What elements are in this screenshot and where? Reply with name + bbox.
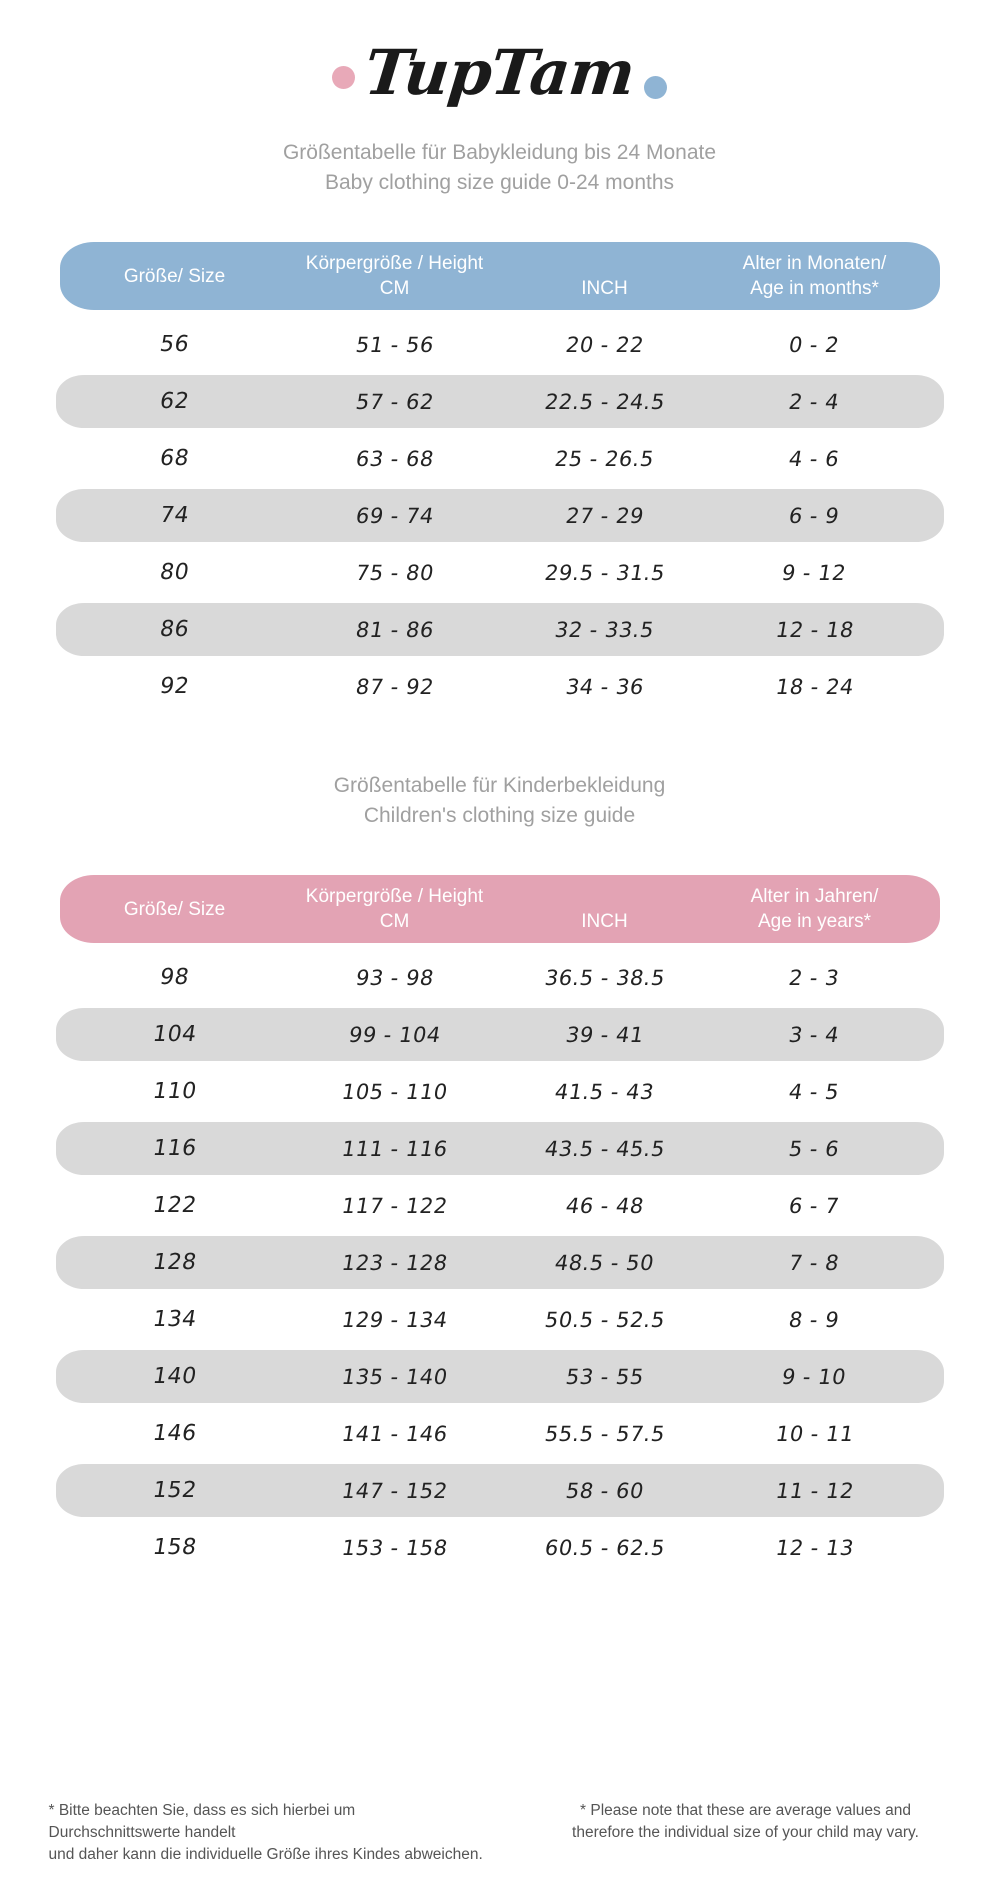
cell-size: 110 (150, 1079, 199, 1104)
cell-age: 9 - 10 (780, 1364, 849, 1389)
cell-cm: 147 - 152 (339, 1478, 450, 1503)
table-row (70, 1405, 930, 1462)
footnotes (0, 1800, 999, 1866)
kids-header-age-de: Alter in Jahren/ (750, 886, 879, 907)
kids-header-cm: CM (379, 911, 410, 932)
cell-cm: 81 - 86 (353, 617, 436, 642)
cell-age: 18 - 24 (773, 674, 856, 699)
baby-section-subtitle (0, 138, 999, 198)
table-row (70, 487, 930, 544)
cell-cm: 75 - 80 (353, 560, 436, 585)
table-row (70, 601, 930, 658)
cell-inch: 50.5 - 52.5 (542, 1307, 667, 1332)
baby-header-height-label: Körpergröße / Height (305, 253, 484, 274)
kids-header-size: Größe/ Size (123, 898, 226, 920)
cell-size: 104 (150, 1022, 199, 1047)
cell-inch: 60.5 - 62.5 (542, 1535, 667, 1560)
table-row (70, 430, 930, 487)
table-row (70, 544, 930, 601)
baby-size-table (70, 238, 930, 715)
cell-size: 56 (158, 332, 191, 357)
cell-inch: 32 - 33.5 (553, 617, 656, 642)
cell-cm: 123 - 128 (339, 1250, 450, 1275)
kids-section-subtitle (0, 771, 999, 831)
table-row (70, 1348, 930, 1405)
table-row (70, 1519, 930, 1576)
cell-age: 0 - 2 (787, 332, 842, 357)
cell-cm: 111 - 116 (339, 1136, 450, 1161)
cell-size: 158 (150, 1535, 199, 1560)
cell-age: 12 - 13 (773, 1535, 856, 1560)
baby-header-spacer (510, 251, 700, 276)
baby-subtitle-de: Größentabelle für Babykleidung bis 24 Monate (282, 141, 717, 164)
cell-cm: 105 - 110 (339, 1079, 450, 1104)
cell-size: 140 (150, 1364, 199, 1389)
size-guide-page (0, 30, 999, 1890)
kids-header-spacer (510, 884, 700, 909)
baby-header-size: Größe/ Size (123, 265, 226, 287)
cell-inch: 55.5 - 57.5 (542, 1421, 667, 1446)
cell-age: 5 - 6 (787, 1136, 842, 1161)
cell-age: 4 - 6 (787, 446, 842, 471)
brand-name: TupTam (361, 36, 638, 109)
cell-age: 11 - 12 (773, 1478, 856, 1503)
cell-age: 12 - 18 (773, 617, 856, 642)
cell-inch: 36.5 - 38.5 (542, 965, 667, 990)
kids-header-height-cm (280, 884, 510, 934)
table-row (70, 1120, 930, 1177)
kids-size-table (70, 871, 930, 1576)
footnote-de (19, 1800, 489, 1866)
cell-age: 10 - 11 (773, 1421, 856, 1446)
footnote-en-line1: * Please note that these are average values and (580, 1802, 911, 1819)
brand-logo (0, 30, 999, 116)
cell-age: 3 - 4 (787, 1022, 842, 1047)
cell-age: 2 - 4 (787, 389, 842, 414)
kids-subtitle-en: Children's clothing size guide (363, 804, 636, 827)
cell-size: 146 (150, 1421, 199, 1446)
cell-age: 4 - 5 (787, 1079, 842, 1104)
cell-age: 6 - 7 (787, 1193, 842, 1218)
cell-cm: 135 - 140 (339, 1364, 450, 1389)
cell-size: 62 (158, 389, 191, 414)
cell-inch: 39 - 41 (563, 1022, 646, 1047)
cell-inch: 29.5 - 31.5 (542, 560, 667, 585)
cell-cm: 99 - 104 (346, 1022, 443, 1047)
cell-inch: 43.5 - 45.5 (542, 1136, 667, 1161)
kids-header-height-inch (510, 884, 700, 934)
table-row (70, 373, 930, 430)
baby-subtitle-en: Baby clothing size guide 0-24 months (324, 171, 675, 194)
cell-cm: 129 - 134 (339, 1307, 450, 1332)
table-row (70, 1234, 930, 1291)
cell-cm: 69 - 74 (353, 503, 436, 528)
cell-age: 6 - 9 (787, 503, 842, 528)
cell-inch: 25 - 26.5 (553, 446, 656, 471)
cell-cm: 117 - 122 (339, 1193, 450, 1218)
table-row (70, 1177, 930, 1234)
cell-inch: 22.5 - 24.5 (542, 389, 667, 414)
cell-size: 68 (158, 446, 191, 471)
table-row (70, 316, 930, 373)
cell-inch: 34 - 36 (563, 674, 646, 699)
cell-age: 8 - 9 (787, 1307, 842, 1332)
table-row (70, 1006, 930, 1063)
logo-dot-left-icon (332, 66, 355, 89)
cell-size: 98 (158, 965, 191, 990)
footnote-en-line2: therefore the individual size of your child may vary. (572, 1824, 919, 1841)
footnote-en (511, 1800, 981, 1866)
kids-table-header (70, 871, 930, 947)
cell-cm: 141 - 146 (339, 1421, 450, 1446)
baby-header-cm: CM (379, 278, 410, 299)
cell-inch: 48.5 - 50 (553, 1250, 656, 1275)
cell-size: 134 (150, 1307, 199, 1332)
cell-size: 152 (150, 1478, 199, 1503)
cell-size: 92 (158, 674, 191, 699)
table-row (70, 1291, 930, 1348)
cell-inch: 41.5 - 43 (553, 1079, 656, 1104)
kids-header-inch: INCH (581, 911, 628, 932)
table-row (70, 1063, 930, 1120)
cell-age: 2 - 3 (787, 965, 842, 990)
baby-header-age (700, 251, 930, 301)
footnote-de-line2: und daher kann die individuelle Größe ihres Kindes abweichen. (48, 1846, 483, 1863)
cell-inch: 27 - 29 (563, 503, 646, 528)
cell-cm: 93 - 98 (353, 965, 436, 990)
kids-header-height-label: Körpergröße / Height (305, 886, 484, 907)
cell-size: 128 (150, 1250, 199, 1275)
kids-header-age-en: Age in years* (757, 911, 871, 932)
cell-inch: 20 - 22 (563, 332, 646, 357)
cell-size: 80 (158, 560, 191, 585)
cell-cm: 63 - 68 (353, 446, 436, 471)
cell-cm: 57 - 62 (353, 389, 436, 414)
baby-header-age-de: Alter in Monaten/ (742, 253, 887, 274)
logo-dot-right-icon (644, 76, 667, 99)
baby-header-height-cm (280, 251, 510, 301)
cell-inch: 46 - 48 (563, 1193, 646, 1218)
cell-inch: 53 - 55 (563, 1364, 646, 1389)
cell-cm: 87 - 92 (353, 674, 436, 699)
table-row (70, 658, 930, 715)
table-row (70, 1462, 930, 1519)
baby-header-inch: INCH (581, 278, 628, 299)
cell-inch: 58 - 60 (563, 1478, 646, 1503)
cell-size: 122 (150, 1193, 199, 1218)
baby-table-header (70, 238, 930, 314)
baby-header-age-en: Age in months* (750, 278, 879, 299)
kids-subtitle-de: Größentabelle für Kinderbekleidung (333, 774, 666, 797)
baby-header-height-inch (510, 251, 700, 301)
cell-size: 86 (158, 617, 191, 642)
table-row (70, 949, 930, 1006)
cell-cm: 51 - 56 (353, 332, 436, 357)
cell-size: 74 (158, 503, 191, 528)
kids-header-age (700, 884, 930, 934)
footnote-de-line1: * Bitte beachten Sie, dass es sich hierbei um Durchschnittswerte handelt (48, 1802, 356, 1841)
cell-age: 9 - 12 (780, 560, 849, 585)
cell-age: 7 - 8 (787, 1250, 842, 1275)
cell-cm: 153 - 158 (339, 1535, 450, 1560)
cell-size: 116 (150, 1136, 199, 1161)
